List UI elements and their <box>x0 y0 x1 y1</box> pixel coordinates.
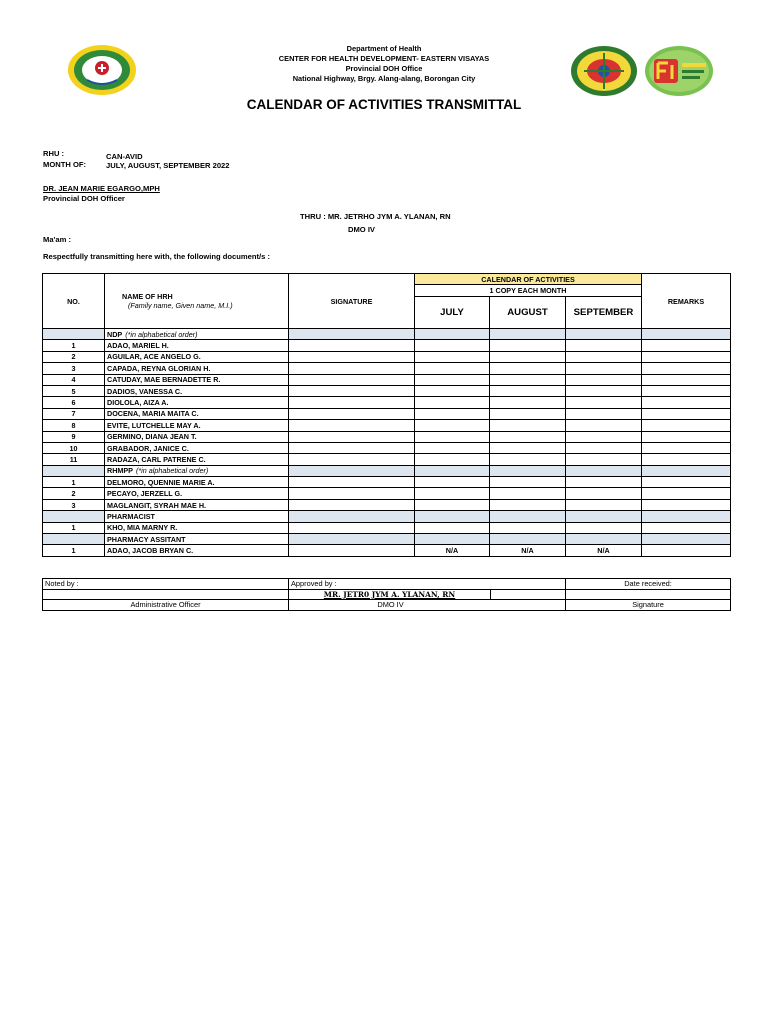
row-number: 6 <box>43 397 105 408</box>
row-september <box>566 499 642 510</box>
row-july <box>415 420 490 431</box>
row-number: 4 <box>43 374 105 385</box>
row-name <box>105 385 289 396</box>
thru-line: THRU : MR. JETRHO JYM A. YLANAN, RN <box>300 212 451 221</box>
row-name <box>105 545 289 556</box>
row-name <box>105 442 289 453</box>
row-name-text: GERMINO, DIANA JEAN T. <box>107 432 197 442</box>
section-row <box>43 465 731 476</box>
row-remarks <box>642 420 731 431</box>
row-name <box>105 511 289 522</box>
row-remarks <box>642 431 731 442</box>
row-number: 2 <box>43 488 105 499</box>
row-number <box>43 534 105 545</box>
row-july <box>415 363 490 374</box>
row-august <box>490 374 566 385</box>
row-name <box>105 340 289 351</box>
row-august <box>490 329 566 340</box>
row-july <box>415 488 490 499</box>
row-september <box>566 374 642 385</box>
row-september <box>566 511 642 522</box>
salutation: Ma'am : <box>43 235 71 244</box>
row-number: 7 <box>43 408 105 419</box>
row-name <box>105 397 289 408</box>
row-september <box>566 420 642 431</box>
row-name-note: (*in alphabetical order) <box>125 329 198 339</box>
row-july <box>415 374 490 385</box>
row-september <box>566 534 642 545</box>
row-signature <box>289 408 415 419</box>
row-july <box>415 477 490 488</box>
row-august <box>490 431 566 442</box>
row-september <box>566 477 642 488</box>
row-name <box>105 522 289 533</box>
month-label: MONTH OF: <box>43 160 87 169</box>
row-august: N/A <box>490 545 566 556</box>
row-signature <box>289 454 415 465</box>
row-name <box>105 420 289 431</box>
row-september <box>566 408 642 419</box>
role-dmo: DMO IV <box>289 600 566 611</box>
row-number <box>43 329 105 340</box>
col-name-header <box>105 274 289 329</box>
signature-table <box>42 578 731 611</box>
row-july <box>415 465 490 476</box>
row-name-text: RADAZA, CARL PATRENE C. <box>107 454 206 464</box>
row-july <box>415 499 490 510</box>
row-name <box>105 329 289 340</box>
row-september <box>566 385 642 396</box>
section-row <box>43 329 731 340</box>
col-copy-header: 1 COPY EACH MONTH <box>415 285 642 296</box>
row-name <box>105 431 289 442</box>
row-signature <box>289 340 415 351</box>
row-signature <box>289 385 415 396</box>
row-september: N/A <box>566 545 642 556</box>
row-signature <box>289 351 415 362</box>
row-name <box>105 534 289 545</box>
row-remarks <box>642 351 731 362</box>
row-remarks <box>642 465 731 476</box>
row-remarks <box>642 340 731 351</box>
row-september <box>566 488 642 499</box>
row-august <box>490 340 566 351</box>
row-number: 10 <box>43 442 105 453</box>
row-remarks <box>642 488 731 499</box>
row-remarks <box>642 442 731 453</box>
row-september <box>566 340 642 351</box>
row-august <box>490 351 566 362</box>
table-row <box>43 499 731 510</box>
approved-by-label: Approved by : <box>289 579 566 590</box>
row-number: 1 <box>43 340 105 351</box>
row-july <box>415 431 490 442</box>
month-value: JULY, AUGUST, SEPTEMBER 2022 <box>106 161 230 170</box>
table-header-row <box>43 274 731 285</box>
row-name <box>105 477 289 488</box>
row-name-text: DELMORO, QUENNIE MARIE A. <box>107 477 215 487</box>
row-number: 1 <box>43 522 105 533</box>
col-remarks-header: REMARKS <box>642 274 731 329</box>
section-row <box>43 511 731 522</box>
row-remarks <box>642 397 731 408</box>
row-name-text: CAPADA, REYNA GLORIAN H. <box>107 363 211 373</box>
table-row <box>43 397 731 408</box>
row-august <box>490 499 566 510</box>
row-name-note: (*in alphabetical order) <box>135 466 209 476</box>
row-september <box>566 397 642 408</box>
row-signature <box>289 511 415 522</box>
row-name-text: GRABADOR, JANICE C. <box>107 443 189 453</box>
table-row <box>43 420 731 431</box>
hrh-table <box>42 273 731 557</box>
row-signature <box>289 363 415 374</box>
row-september <box>566 465 642 476</box>
body-text: Respectfully transmitting here with, the following document/s : <box>43 252 270 261</box>
table-row <box>43 351 731 362</box>
row-august <box>490 385 566 396</box>
row-remarks <box>642 374 731 385</box>
row-name-text: DOCENA, MARIA MAITA C. <box>107 409 199 419</box>
row-name-text: CATUDAY, MAE BERNADETTE R. <box>107 375 221 385</box>
signature-role-row <box>43 600 731 611</box>
row-july <box>415 511 490 522</box>
row-signature <box>289 431 415 442</box>
row-august <box>490 454 566 465</box>
row-remarks <box>642 499 731 510</box>
row-signature <box>289 420 415 431</box>
role-signature: Signature <box>566 600 731 611</box>
col-signature-header: SIGNATURE <box>289 274 415 329</box>
row-signature <box>289 465 415 476</box>
row-name-text: DIOLOLA, AIZA A. <box>107 398 169 408</box>
row-signature <box>289 477 415 488</box>
table-row <box>43 385 731 396</box>
row-name <box>105 408 289 419</box>
table-row <box>43 374 731 385</box>
row-september <box>566 363 642 374</box>
row-signature <box>289 397 415 408</box>
row-name-text: EVITE, LUTCHELLE MAY A. <box>107 420 201 430</box>
col-july-header: JULY <box>415 296 490 328</box>
role-admin-officer: Administrative Officer <box>43 600 289 611</box>
approver-extra-cell <box>491 589 566 600</box>
header-department: Department of Health <box>346 44 422 53</box>
row-remarks <box>642 329 731 340</box>
row-name-text: PHARMACIST <box>107 511 155 521</box>
row-number: 9 <box>43 431 105 442</box>
row-number: 3 <box>43 499 105 510</box>
row-number: 11 <box>43 454 105 465</box>
row-name-text: PHARMACY ASSITANT <box>107 534 186 544</box>
row-name-text: PECAYO, JERZELL G. <box>107 489 183 499</box>
row-remarks <box>642 477 731 488</box>
row-september <box>566 442 642 453</box>
col-name-subtitle: (Family name, Given name, M.I.) <box>128 301 233 310</box>
date-received-cell <box>566 589 731 600</box>
col-august-header: AUGUST <box>490 296 566 328</box>
row-signature <box>289 499 415 510</box>
col-name-title: NAME OF HRH <box>122 292 173 301</box>
row-name-text: KHO, MIA MARNY R. <box>107 523 178 533</box>
row-august <box>490 397 566 408</box>
approver-name: MR. JETR0 JYM A. YLANAN, RN <box>289 589 491 600</box>
row-july <box>415 329 490 340</box>
row-number <box>43 511 105 522</box>
row-august <box>490 534 566 545</box>
row-name <box>105 374 289 385</box>
row-name <box>105 488 289 499</box>
row-september <box>566 454 642 465</box>
row-name-text: NDP <box>107 329 123 339</box>
row-name <box>105 363 289 374</box>
date-received-label: Date received: <box>566 579 731 590</box>
row-remarks <box>642 511 731 522</box>
row-august <box>490 522 566 533</box>
row-number: 2 <box>43 351 105 362</box>
row-signature <box>289 488 415 499</box>
row-signature <box>289 534 415 545</box>
row-july <box>415 340 490 351</box>
row-number: 5 <box>43 385 105 396</box>
header-office: Provincial DOH Office <box>345 64 423 73</box>
row-september <box>566 351 642 362</box>
rhu-label: RHU : <box>43 149 65 158</box>
row-name-text: ADAO, JACOB BRYAN C. <box>107 546 194 556</box>
row-july <box>415 442 490 453</box>
row-july <box>415 385 490 396</box>
row-signature <box>289 329 415 340</box>
row-august <box>490 465 566 476</box>
addressee-title: Provincial DOH Officer <box>43 194 125 203</box>
row-number: 1 <box>43 545 105 556</box>
row-number <box>43 465 105 476</box>
row-remarks <box>642 534 731 545</box>
col-no-header: NO. <box>43 274 105 329</box>
row-name <box>105 465 289 476</box>
row-july <box>415 408 490 419</box>
row-september <box>566 329 642 340</box>
rhu-value: CAN-AVID <box>106 152 143 161</box>
row-august <box>490 408 566 419</box>
addressee-name: DR. JEAN MARIE EGARGO,MPH <box>43 184 160 193</box>
row-july: N/A <box>415 545 490 556</box>
table-row <box>43 477 731 488</box>
row-name <box>105 454 289 465</box>
row-name <box>105 499 289 510</box>
row-name-text: RHMPP <box>107 466 133 476</box>
row-remarks <box>642 385 731 396</box>
row-name-text: MAGLANGIT, SYRAH MAE H. <box>107 500 207 510</box>
row-remarks <box>642 363 731 374</box>
signature-name-row <box>43 589 731 600</box>
table-row <box>43 340 731 351</box>
table-row <box>43 363 731 374</box>
row-remarks <box>642 545 731 556</box>
col-september-header: SEPTEMBER <box>566 296 642 328</box>
row-number: 3 <box>43 363 105 374</box>
table-row <box>43 454 731 465</box>
row-name-text: DADIOS, VANESSA C. <box>107 386 183 396</box>
row-august <box>490 488 566 499</box>
table-row <box>43 408 731 419</box>
row-august <box>490 442 566 453</box>
row-signature <box>289 374 415 385</box>
row-number: 8 <box>43 420 105 431</box>
noted-by-label: Noted by : <box>43 579 289 590</box>
row-signature <box>289 522 415 533</box>
row-number: 1 <box>43 477 105 488</box>
col-calendar-header: CALENDAR OF ACTIVITIES <box>415 274 642 285</box>
table-row <box>43 545 731 556</box>
header-center: CENTER FOR HEALTH DEVELOPMENT- EASTERN VISAYAS <box>278 54 490 63</box>
section-row <box>43 534 731 545</box>
row-remarks <box>642 408 731 419</box>
row-july <box>415 522 490 533</box>
row-august <box>490 511 566 522</box>
row-september <box>566 431 642 442</box>
row-remarks <box>642 522 731 533</box>
thru-title: DMO IV <box>348 225 376 234</box>
row-july <box>415 351 490 362</box>
header-address: National Highway, Brgy. Alang-alang, Borongan City <box>292 74 476 83</box>
table-row <box>43 442 731 453</box>
row-august <box>490 420 566 431</box>
row-september <box>566 522 642 533</box>
noted-by-name-cell <box>43 589 289 600</box>
row-july <box>415 397 490 408</box>
signature-label-row <box>43 579 731 590</box>
row-august <box>490 477 566 488</box>
table-row <box>43 431 731 442</box>
row-remarks <box>642 454 731 465</box>
row-july <box>415 454 490 465</box>
row-name-text: AGUILAR, ACE ANGELO G. <box>107 352 201 362</box>
table-row <box>43 488 731 499</box>
table-row <box>43 522 731 533</box>
row-august <box>490 363 566 374</box>
row-signature <box>289 545 415 556</box>
row-july <box>415 534 490 545</box>
row-signature <box>289 442 415 453</box>
row-name-text: ADAO, MARIEL H. <box>107 341 169 351</box>
row-name <box>105 351 289 362</box>
document-title: CALENDAR OF ACTIVITIES TRANSMITTAL <box>246 97 522 112</box>
